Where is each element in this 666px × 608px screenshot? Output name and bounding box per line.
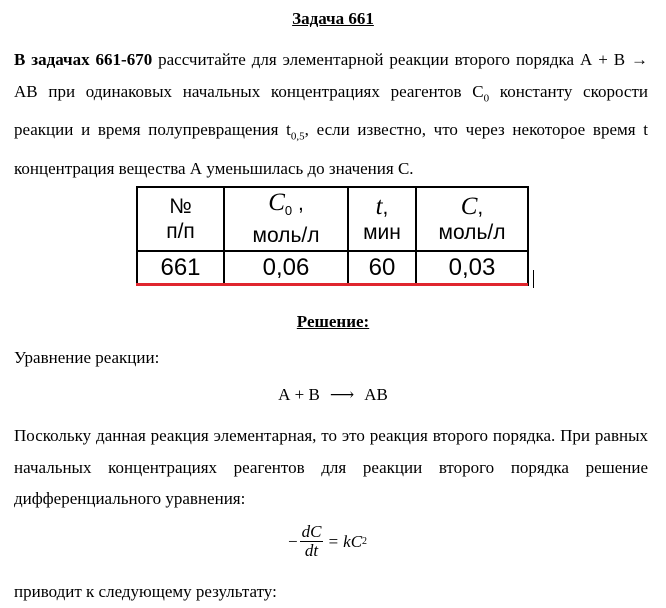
header-t-symbol: t [375,192,383,220]
solution-heading: Решение: [296,312,370,331]
cell-c: 0,03 [416,251,528,285]
eq-minus: − [288,531,298,551]
eq-numerator: dC [301,522,322,541]
c0-subscript: 0 [483,91,490,104]
statement-part-2: константу скорости реакции и время полупревращения t [14,81,648,140]
red-underline [136,283,528,286]
eq-rhs: = kC [327,531,363,551]
eq-fraction [300,523,324,560]
reaction-product: АВ [364,385,388,404]
header-number-symbol: № [169,195,192,218]
header-t-unit: мин [363,220,401,244]
explanation-paragraph: Поскольку данная реакция элементарная, то это реакция второго порядка. При равных начальных концентрациях реагентов для реакции второго порядка решение дифференциального уравнения: [14,426,648,508]
header-c [416,187,528,251]
task-statement [14,44,648,185]
cell-c0: 0,06 [224,251,348,285]
task-range: В задачах 661-670 [14,50,153,69]
table-header-row [137,187,528,251]
result-lead: приводит к следующему результату: [14,582,277,601]
differential-equation [288,523,367,560]
cell-number: 661 [137,251,224,285]
table-row [137,251,528,285]
header-c-tail: , [477,195,484,219]
reaction-label: Уравнение реакции: [14,348,160,367]
data-table [136,186,529,286]
statement-part-1: рассчитайте для элементарной реакции второго порядка А + В → АВ при одинаковых начальных концентрациях реагентов С [14,50,648,101]
header-number-label: п/п [166,220,195,243]
eq-denominator: dt [304,541,319,560]
header-c0-tail: , [292,191,304,215]
header-t-tail: , [382,195,389,219]
statement-part-3: , если известно, что через некоторое время t концентрация вещества А уменьшилась до значения С. [14,120,648,179]
text-cursor [533,270,534,288]
reaction-arrow: ⟶ [329,385,355,404]
header-c0-symbol: C [268,188,285,216]
header-c-unit: моль/л [438,220,506,244]
header-c0-sub: 0 [284,203,293,219]
reaction-reactants: А + В [278,385,320,404]
reaction-equation [0,385,666,405]
header-c0 [224,187,348,251]
cell-t: 60 [348,251,416,285]
eq-exponent: 2 [362,536,368,547]
header-number [137,187,224,251]
header-c-symbol: C [460,192,478,220]
t05-subscript: 0,5 [290,130,305,143]
header-c0-unit: моль/л [252,224,320,248]
header-t [348,187,416,251]
task-title: Задача 661 [292,9,374,28]
